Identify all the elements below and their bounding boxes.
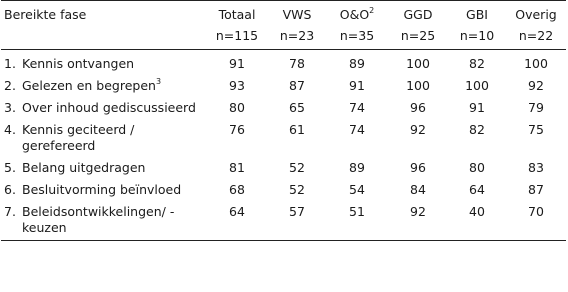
value-cell: 61 xyxy=(289,122,305,137)
value-cell: 74 xyxy=(349,100,365,115)
value-cell: 87 xyxy=(528,182,544,197)
row-label: Kennis ontvangen xyxy=(22,56,135,71)
column-header-ggd: GGD xyxy=(388,1,448,27)
row-label-cell xyxy=(1,198,206,241)
count-vws: n=23 xyxy=(268,26,326,50)
row-label-cell xyxy=(1,176,206,198)
table-row xyxy=(1,198,566,241)
header-row-counts xyxy=(1,26,566,50)
results-table xyxy=(1,0,566,241)
value-cell: 57 xyxy=(268,198,326,241)
value-cell: 84 xyxy=(410,182,426,197)
value-cell: 92 xyxy=(528,78,544,93)
value-cell: 96 xyxy=(410,160,426,175)
value-cell: 65 xyxy=(289,100,305,115)
table-row xyxy=(1,94,566,116)
value-cell: 80 xyxy=(229,100,245,115)
row-index: 5. xyxy=(4,160,16,175)
value-cell: 80 xyxy=(469,160,485,175)
value-cell: 89 xyxy=(349,56,365,71)
table-row xyxy=(1,116,566,154)
count-gbi: n=10 xyxy=(448,26,506,50)
row-label-cell xyxy=(1,50,206,73)
value-cell: 83 xyxy=(528,160,544,175)
value-cell: 91 xyxy=(349,78,365,93)
row-index: 1. xyxy=(4,56,16,71)
column-header-vws: VWS xyxy=(268,1,326,27)
phase-column-header-blank xyxy=(1,26,206,50)
value-cell: 52 xyxy=(289,182,305,197)
table-row xyxy=(1,154,566,176)
value-cell: 89 xyxy=(349,160,365,175)
row-index: 3. xyxy=(4,100,16,115)
count-totaal: n=115 xyxy=(206,26,268,50)
row-index: 6. xyxy=(4,182,16,197)
row-label: Kennis geciteerd / gerefereerd xyxy=(22,122,135,153)
value-cell: 75 xyxy=(528,122,544,137)
row-label-cell xyxy=(1,94,206,116)
value-cell: 68 xyxy=(229,182,245,197)
count-overig: n=22 xyxy=(506,26,566,50)
value-cell: 70 xyxy=(506,198,566,241)
table-row xyxy=(1,176,566,198)
value-cell: 81 xyxy=(229,160,245,175)
row-label: Belang uitgedragen xyxy=(22,160,146,175)
row-index: 7. xyxy=(4,204,16,219)
count-oeno: n=35 xyxy=(326,26,388,50)
value-cell: 40 xyxy=(448,198,506,241)
row-label: Beleidsontwikkelingen/ -keuzen xyxy=(22,204,175,235)
value-cell: 100 xyxy=(406,56,430,71)
value-cell: 82 xyxy=(469,56,485,71)
header-row-names xyxy=(1,1,566,27)
value-cell: 64 xyxy=(206,198,268,241)
row-label-cell xyxy=(1,116,206,154)
value-cell: 64 xyxy=(469,182,485,197)
table-row xyxy=(1,72,566,94)
value-cell: 54 xyxy=(349,182,365,197)
footnote-ref-3: 3 xyxy=(155,76,162,86)
value-cell: 82 xyxy=(469,122,485,137)
value-cell: 91 xyxy=(229,56,245,71)
column-header-gbi: GBI xyxy=(448,1,506,27)
value-cell: 100 xyxy=(406,78,430,93)
value-cell: 79 xyxy=(528,100,544,115)
value-cell: 100 xyxy=(465,78,489,93)
count-ggd: n=25 xyxy=(388,26,448,50)
row-index: 4. xyxy=(4,122,16,137)
value-cell: 96 xyxy=(410,100,426,115)
value-cell: 93 xyxy=(229,78,245,93)
footnote-ref-2: 2 xyxy=(369,5,375,15)
value-cell: 74 xyxy=(349,122,365,137)
value-cell: 87 xyxy=(289,78,305,93)
column-header-overig: Overig xyxy=(506,1,566,27)
value-cell: 92 xyxy=(388,198,448,241)
column-header-totaal: Totaal xyxy=(206,1,268,27)
column-header-oeno: $O\&O^2$ xyxy=(326,1,388,27)
row-label: Over inhoud gediscussieerd xyxy=(22,100,196,115)
row-label: Gelezen en begrepen$^3$ xyxy=(22,76,162,93)
value-cell: 76 xyxy=(229,122,245,137)
row-index: 2. xyxy=(4,78,16,93)
row-label: Besluitvorming beïnvloed xyxy=(22,182,182,197)
value-cell: 52 xyxy=(289,160,305,175)
table-row xyxy=(1,50,566,73)
value-cell: 91 xyxy=(469,100,485,115)
row-label-cell xyxy=(1,72,206,94)
phase-column-header: Bereikte fase xyxy=(1,1,206,27)
value-cell: 92 xyxy=(410,122,426,137)
value-cell: 100 xyxy=(524,56,548,71)
row-label-cell xyxy=(1,154,206,176)
value-cell: 51 xyxy=(326,198,388,241)
value-cell: 78 xyxy=(289,56,305,71)
